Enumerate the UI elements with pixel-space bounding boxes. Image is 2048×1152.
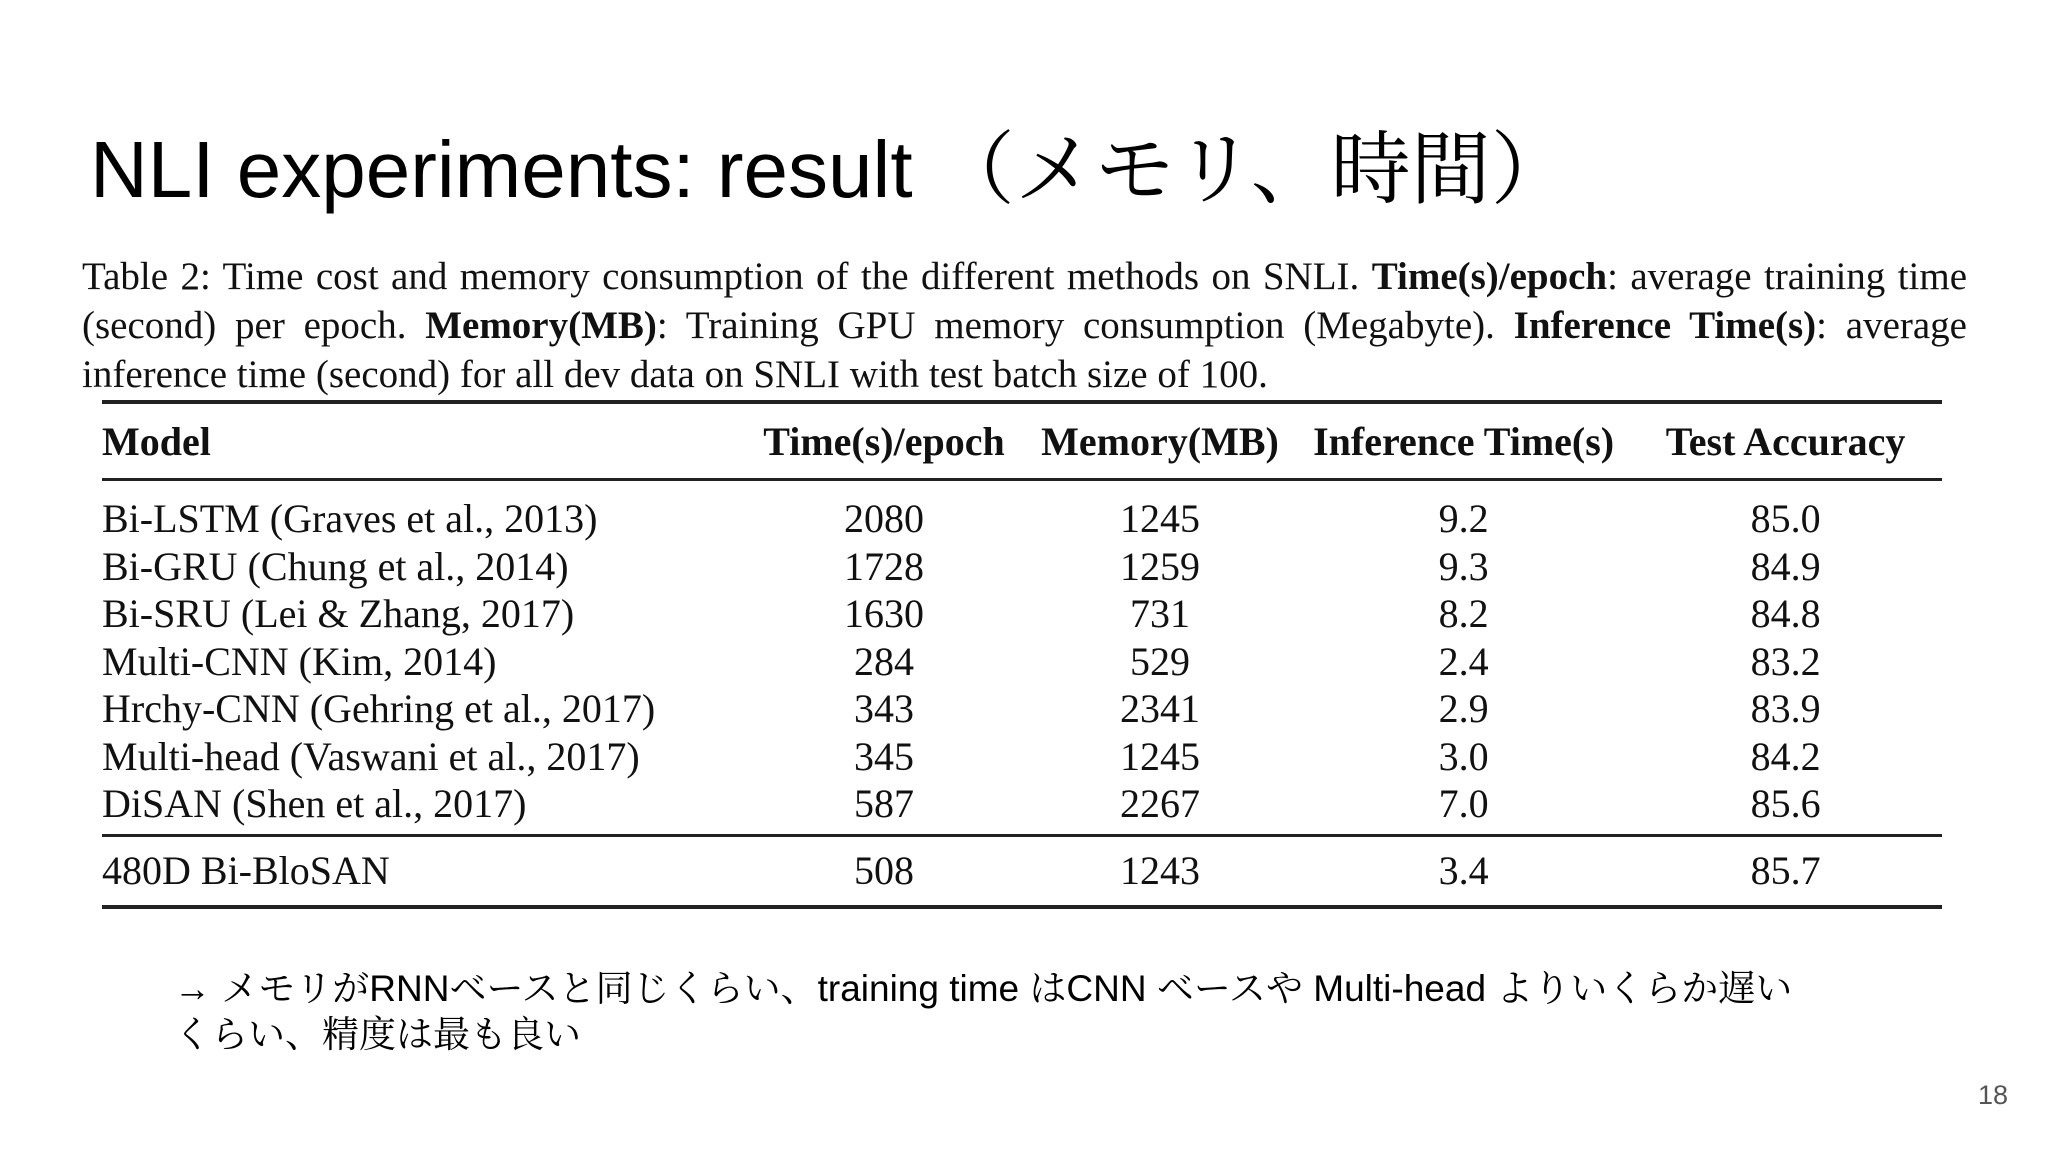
cell-memory: 1245 [1120, 733, 1200, 779]
cell-inference-time: 7.0 [1438, 781, 1489, 827]
cell-model: Bi-GRU (Chung et al., 2014) [102, 543, 569, 589]
cell-memory: 1259 [1120, 543, 1200, 589]
cell-time-epoch: 2080 [844, 496, 924, 542]
cell-test-accuracy: 83.2 [1750, 638, 1821, 684]
cell-time-epoch: 587 [854, 781, 914, 827]
cell-inference-time: 2.9 [1438, 686, 1489, 732]
header-inference-time: Inference Time(s) [1298, 402, 1629, 480]
cell-model: Bi-LSTM (Graves et al., 2013) [102, 496, 598, 542]
header-test-accuracy: Test Accuracy [1629, 402, 1942, 480]
table-row [102, 590, 1942, 638]
caption-prefix: Table 2: [82, 255, 211, 298]
cell-test-accuracy: 85.7 [1629, 835, 1942, 907]
table-row [102, 780, 1942, 835]
cell-inference-time: 9.3 [1438, 543, 1489, 589]
cell-test-accuracy: 84.2 [1750, 733, 1821, 779]
caption-text-2: : average training time (second) per epoch. [82, 255, 1968, 347]
table-body [102, 480, 1942, 836]
cell-test-accuracy: 84.8 [1750, 591, 1821, 637]
table-row [102, 733, 1942, 781]
caption-bold-memory: Memory(MB) [425, 304, 657, 347]
cell-memory: 2341 [1120, 686, 1200, 732]
cell-inference-time: 3.0 [1438, 733, 1489, 779]
cell-model: Multi-head (Vaswani et al., 2017) [102, 733, 640, 779]
cell-time-epoch: 1728 [844, 543, 924, 589]
cell-time-epoch: 345 [854, 733, 914, 779]
cell-time-epoch: 343 [854, 686, 914, 732]
table-row [102, 543, 1942, 591]
caption-text-1: Time cost and memory consumption of the different methods on SNLI. [210, 255, 1372, 298]
cell-test-accuracy: 83.9 [1750, 686, 1821, 732]
cell-test-accuracy: 85.6 [1750, 781, 1821, 827]
cell-model: 480D Bi-BloSAN [102, 835, 746, 907]
results-table-container [102, 400, 1942, 909]
cell-memory: 2267 [1120, 781, 1200, 827]
caption-text-4: : average inference time (second) for all dev data on SNLI with test batch size of 100. [82, 304, 1967, 396]
caption-bold-time-epoch: Time(s)/epoch [1371, 255, 1608, 298]
cell-time-epoch: 508 [746, 835, 1022, 907]
cell-memory: 1243 [1022, 835, 1298, 907]
table-row [102, 638, 1942, 686]
table-caption [82, 252, 1967, 399]
header-model: Model [102, 402, 746, 480]
cell-time-epoch: 1630 [844, 591, 924, 637]
cell-memory: 1245 [1120, 496, 1200, 542]
cell-model: Multi-CNN (Kim, 2014) [102, 638, 497, 684]
cell-inference-time: 8.2 [1438, 591, 1489, 637]
slide-title: NLI experiments: result （メモリ、時間） [90, 125, 1571, 214]
cell-inference-time: 2.4 [1438, 638, 1489, 684]
table-row-proposed [102, 835, 1942, 907]
table-row [102, 480, 1942, 543]
table-body-proposed [102, 835, 1942, 907]
results-table [102, 400, 1942, 909]
cell-time-epoch: 284 [854, 638, 914, 684]
header-memory: Memory(MB) [1022, 402, 1298, 480]
cell-test-accuracy: 85.0 [1750, 496, 1821, 542]
page-number: 18 [1977, 1080, 2008, 1110]
caption-bold-inference-time: Inference Time(s) [1513, 304, 1817, 347]
cell-model: DiSAN (Shen et al., 2017) [102, 781, 527, 827]
table-header-row [102, 402, 1942, 480]
cell-model: Bi-SRU (Lei & Zhang, 2017) [102, 591, 575, 637]
cell-memory: 731 [1130, 591, 1190, 637]
cell-model: Hrchy-CNN (Gehring et al., 2017) [102, 686, 656, 732]
summary-note [174, 966, 1874, 1058]
header-time-epoch: Time(s)/epoch [746, 402, 1022, 480]
cell-test-accuracy: 84.9 [1750, 543, 1821, 589]
summary-note-line-1: → メモリがRNNベースと同じくらい、training time はCNN ベースや Multi-head よりいくらか遅い [174, 968, 1793, 1009]
table-row [102, 685, 1942, 733]
cell-inference-time: 3.4 [1298, 835, 1629, 907]
caption-text-3: : Training GPU memory consumption (Megabyte). [656, 304, 1514, 347]
cell-inference-time: 9.2 [1438, 496, 1489, 542]
cell-memory: 529 [1130, 638, 1190, 684]
summary-note-line-2: くらい、精度は最も良い [174, 1014, 581, 1055]
